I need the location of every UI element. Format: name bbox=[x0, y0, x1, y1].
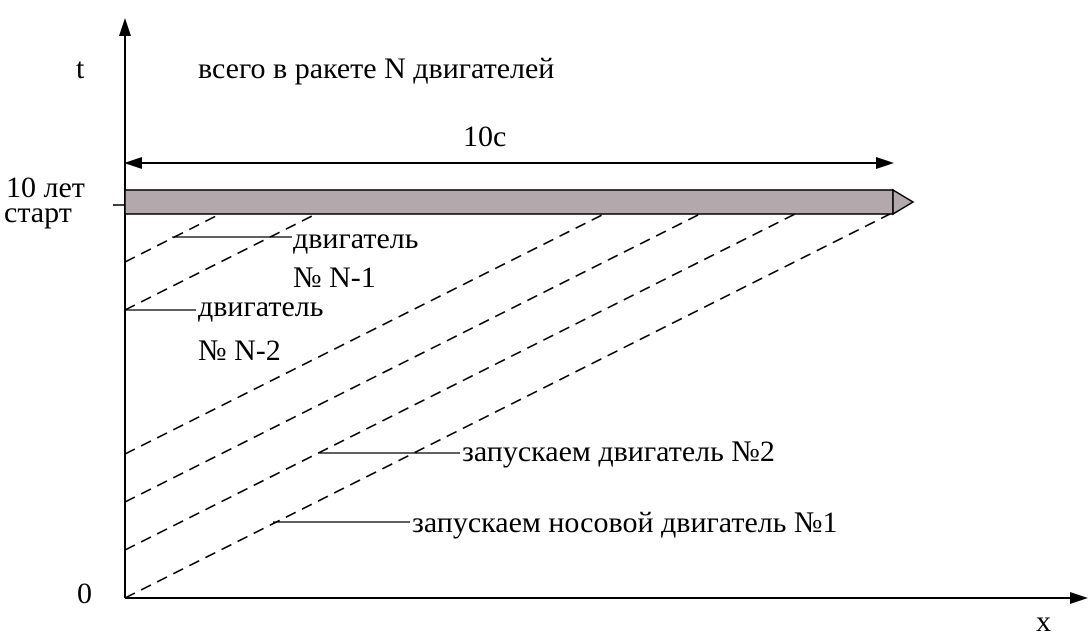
worldline-engine-2 bbox=[125, 214, 795, 550]
engine-n1-label-line2: № N-1 bbox=[293, 261, 376, 294]
engine-worldlines bbox=[125, 214, 890, 598]
start-label-line2: старт bbox=[4, 196, 72, 229]
duration-arrow-left-head bbox=[124, 157, 142, 169]
engine-n2-label-line1: двигатель bbox=[198, 290, 324, 323]
rocket-nose bbox=[893, 190, 913, 214]
origin-label: 0 bbox=[77, 577, 92, 610]
engine-1-label: запускаем носовой двигатель №1 bbox=[412, 506, 838, 539]
duration-arrow-right-head bbox=[876, 157, 894, 169]
engine-n2-label-line2: № N-2 bbox=[198, 334, 281, 367]
rocket-body bbox=[125, 190, 893, 214]
t-axis-label: t bbox=[76, 52, 85, 85]
duration-label: 10с bbox=[463, 120, 507, 153]
worldline-engine-n1 bbox=[125, 214, 220, 262]
worldline-engine-1 bbox=[125, 214, 890, 598]
x-axis-arrowhead bbox=[1070, 592, 1088, 604]
engine-n1-label-line1: двигатель bbox=[293, 222, 419, 255]
t-axis-arrowhead bbox=[119, 18, 131, 36]
engine-2-label: запускаем двигатель №2 bbox=[462, 435, 775, 468]
duration-arrow bbox=[124, 157, 894, 169]
start-label-line1: 10 лет bbox=[6, 171, 85, 204]
x-axis-label: x bbox=[1036, 605, 1051, 638]
diagram-title: всего в ракете N двигателей bbox=[198, 52, 555, 85]
